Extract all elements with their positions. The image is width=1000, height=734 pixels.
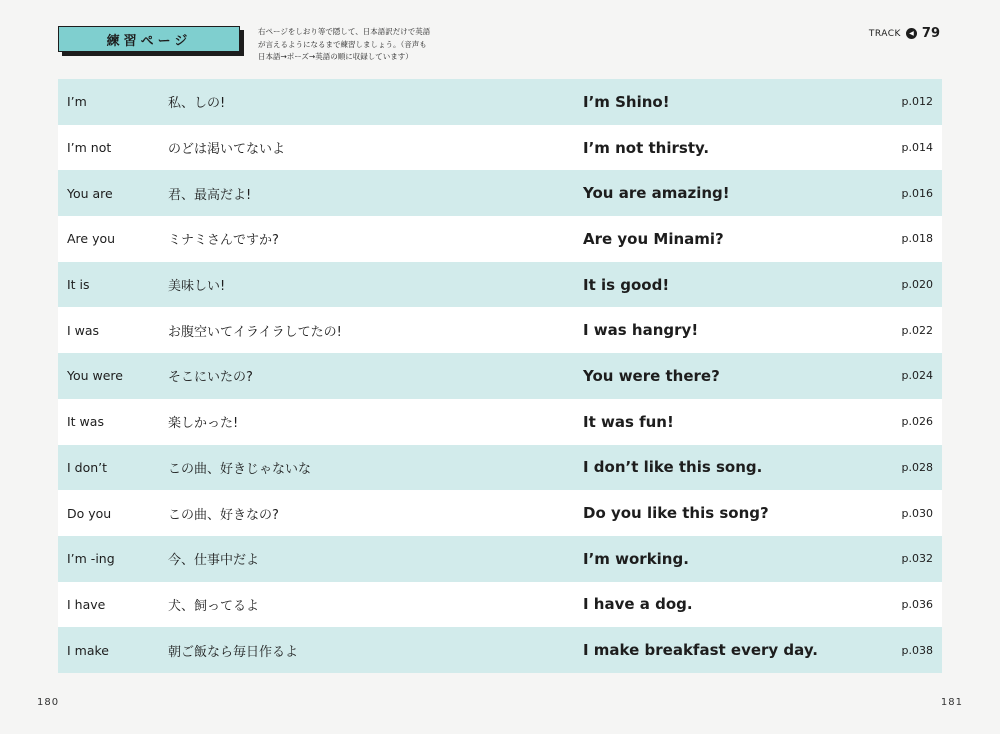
table-row — [58, 490, 942, 536]
english-cell: I’m working. — [583, 549, 689, 568]
page-number-right: 181 — [940, 697, 963, 708]
japanese-cell: お腹空いてイライラしてたの! — [168, 324, 342, 340]
pattern-cell: I don’t — [67, 459, 108, 475]
table-row — [58, 79, 942, 125]
pattern-cell: Do you — [67, 505, 112, 521]
pattern-cell: It was — [67, 414, 104, 430]
table-row — [58, 216, 942, 262]
table-row — [58, 307, 942, 353]
page-ref-cell: p.022 — [901, 323, 933, 337]
track-indicator — [869, 26, 940, 41]
japanese-cell: 君、最高だよ! — [168, 187, 252, 203]
pattern-cell: I’m not — [67, 140, 112, 156]
pattern-cell: I have — [67, 596, 106, 612]
table-row — [58, 125, 942, 171]
english-cell: Are you Minami? — [583, 229, 724, 248]
instructions-text: 右ページをしおり等で隠して、日本語訳だけで英語が言えるようになるまで練習しましょう。（音声も日本語→ポーズ→英語の順に収録しています） — [258, 27, 431, 61]
page-ref-cell: p.030 — [901, 506, 933, 520]
page-ref-cell: p.036 — [901, 597, 933, 611]
japanese-cell: 私、しの! — [168, 96, 226, 112]
japanese-cell: そこにいたの? — [168, 370, 253, 386]
page-ref-cell: p.012 — [901, 95, 933, 109]
page-ref-cell: p.024 — [901, 369, 933, 383]
table-row — [58, 353, 942, 399]
english-cell: I make breakfast every day. — [583, 641, 818, 660]
pattern-cell: You are — [67, 185, 113, 201]
table-row — [58, 536, 942, 582]
english-cell: I have a dog. — [583, 595, 693, 614]
pattern-cell: Are you — [67, 231, 116, 247]
track-number: 79 — [921, 26, 940, 41]
practice-table — [58, 79, 942, 673]
page-ref-cell: p.038 — [901, 643, 933, 657]
japanese-cell: 朝ご飯なら毎日作るよ — [168, 644, 299, 660]
english-cell: I was hangry! — [583, 321, 699, 340]
table-row — [58, 445, 942, 491]
japanese-cell: 今、仕事中だよ — [168, 553, 260, 569]
page-number-left: 180 — [37, 697, 60, 708]
pattern-cell: I was — [67, 322, 100, 338]
page-ref-cell: p.018 — [901, 232, 933, 246]
table-row — [58, 627, 942, 673]
speaker-icon: ◀ — [906, 28, 917, 39]
pattern-cell: It is — [67, 277, 90, 293]
pattern-cell: I’m — [67, 94, 87, 110]
table-row — [58, 170, 942, 216]
english-cell: It is good! — [583, 275, 670, 294]
track-label: TRACK — [868, 28, 901, 39]
english-cell: I don’t like this song. — [583, 458, 763, 477]
english-cell: Do you like this song? — [583, 504, 769, 523]
japanese-cell: この曲、好きなの? — [168, 507, 279, 523]
english-cell: You are amazing! — [583, 184, 730, 203]
japanese-cell: ミナミさんですか? — [168, 233, 279, 249]
table-row — [58, 582, 942, 628]
japanese-cell: 美味しい! — [168, 279, 226, 295]
pattern-cell: I make — [67, 642, 109, 658]
table-row — [58, 262, 942, 308]
english-cell: I’m Shino! — [583, 92, 670, 111]
pattern-cell: I’m -ing — [67, 551, 115, 567]
page-ref-cell: p.028 — [901, 460, 933, 474]
page-ref-cell: p.026 — [901, 415, 933, 429]
english-cell: You were there? — [583, 366, 720, 385]
english-cell: I’m not thirsty. — [583, 138, 710, 157]
pattern-cell: You were — [67, 368, 123, 384]
japanese-cell: のどは渇いてないよ — [168, 142, 286, 158]
table-row — [58, 399, 942, 445]
section-title: 練習ページ — [58, 26, 240, 52]
page-ref-cell: p.014 — [901, 141, 933, 155]
japanese-cell: この曲、好きじゃないな — [168, 461, 312, 477]
page-ref-cell: p.020 — [901, 278, 933, 292]
page-ref-cell: p.032 — [901, 552, 933, 566]
english-cell: It was fun! — [583, 412, 674, 431]
japanese-cell: 犬、飼ってるよ — [168, 598, 260, 614]
page-ref-cell: p.016 — [901, 186, 933, 200]
japanese-cell: 楽しかった! — [168, 416, 239, 432]
